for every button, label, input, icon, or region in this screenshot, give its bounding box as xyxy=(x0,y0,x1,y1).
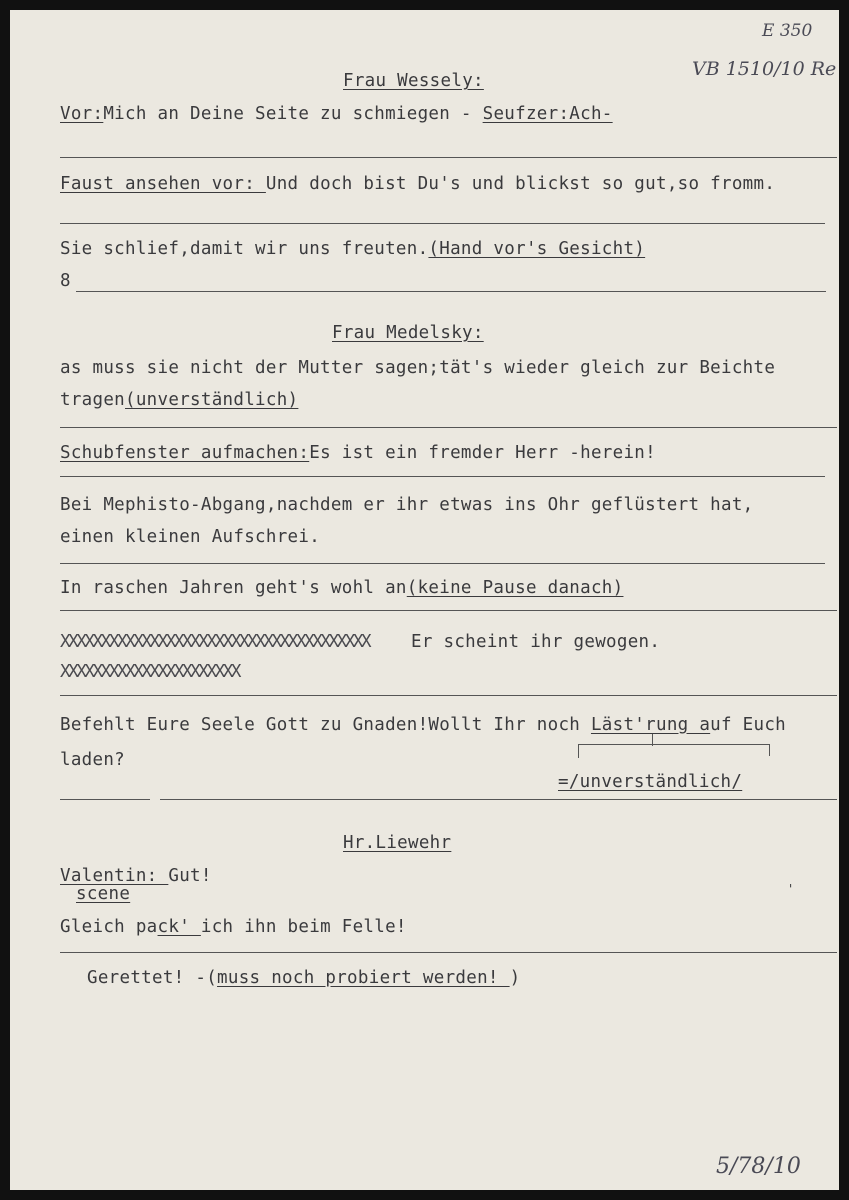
line-medelsky-7a xyxy=(60,715,786,735)
dialogue-text: Es ist ein fremder Herr -herein! xyxy=(309,443,656,463)
separator-line xyxy=(60,427,837,428)
separator-line xyxy=(160,799,837,800)
line-medelsky-3 xyxy=(60,443,656,463)
stage-note: muss noch probiert werden! xyxy=(217,968,510,988)
dialogue-text: Sie schlief,damit wir uns freuten. xyxy=(60,239,429,259)
bracket-line xyxy=(578,744,770,745)
separator-line xyxy=(60,157,837,158)
separator-line xyxy=(60,223,825,224)
stage-note: Seufzer:Ach- xyxy=(482,104,613,124)
separator-line xyxy=(60,799,150,800)
struck-out-text: XXXXXXXXXXXXXXXXXXXXXX xyxy=(60,662,239,682)
line-medelsky-1: as muss sie nicht der Mutter sagen;tät's wieder gleich zur Beichte xyxy=(60,358,776,378)
section-heading-medelsky: Frau Medelsky: xyxy=(332,323,484,343)
line-medelsky-2 xyxy=(60,390,298,410)
line-liewehr-1 xyxy=(60,866,212,886)
stage-note: (Hand vor's Gesicht) xyxy=(428,239,646,259)
stage-cue: Valentin: xyxy=(60,866,169,886)
underlined-word: ck' xyxy=(157,917,201,937)
stage-cue: Schubfenster aufmachen: xyxy=(60,443,310,463)
line-medelsky-5 xyxy=(60,578,623,598)
archive-code: E 350 xyxy=(762,21,813,41)
stray-mark: ' xyxy=(787,882,795,896)
separator-line xyxy=(60,610,837,611)
stage-cue-sub: scene xyxy=(76,884,131,904)
separator-line xyxy=(60,952,837,953)
line-wessely-3 xyxy=(60,239,645,259)
document-page xyxy=(10,10,839,1190)
separator-line xyxy=(76,291,826,292)
archive-signature: VB 1510/10 Re xyxy=(692,58,837,80)
dialogue-text: uf Euch xyxy=(710,715,787,735)
stage-note: (unverständlich) xyxy=(125,390,299,410)
line-medelsky-4a: Bei Mephisto-Abgang,nachdem er ihr etwas ins Ohr geflüstert hat, xyxy=(60,495,754,515)
dialogue-text: tragen xyxy=(60,390,126,410)
separator-line xyxy=(60,695,837,696)
separator-line xyxy=(60,476,825,477)
dialogue-text: ) xyxy=(509,968,521,988)
stage-cue: Faust ansehen vor: xyxy=(60,174,266,194)
section-heading-liewehr: Hr.Liewehr xyxy=(343,833,452,853)
dialogue-text: Und doch bist Du's und blickst so gut,so fromm. xyxy=(265,174,776,194)
line-medelsky-4b: einen kleinen Aufschrei. xyxy=(60,527,321,547)
bracket-tick xyxy=(578,744,579,758)
line-wessely-2 xyxy=(60,174,775,194)
dialogue-text: Befehlt Eure Seele Gott zu Gnaden!Wollt Ihr noch xyxy=(60,715,591,735)
line-liewehr-2 xyxy=(60,917,407,937)
dialogue-text: Mich an Deine Seite zu schmiegen - xyxy=(103,104,483,124)
page-number: 8 xyxy=(60,271,71,291)
separator-line xyxy=(60,563,825,564)
line-liewehr-3 xyxy=(87,968,520,988)
line-medelsky-7b: laden? xyxy=(60,750,126,770)
line-medelsky-6: Er scheint ihr gewogen. xyxy=(411,632,661,652)
stage-note: (keine Pause danach) xyxy=(406,578,624,598)
bracket-tick xyxy=(769,744,770,756)
section-heading-wessely: Frau Wessely: xyxy=(343,71,484,91)
stage-cue: Vor: xyxy=(60,104,104,124)
bracket-tick xyxy=(652,734,653,746)
dialogue-text: Gut! xyxy=(168,866,212,886)
struck-out-text: XXXXXXXXXXXXXXXXXXXXXXXXXXXXXXXXXXXXXX xyxy=(60,632,370,652)
dialogue-text: ich ihn beim Felle! xyxy=(200,917,407,937)
dialogue-text: Gleich pa xyxy=(60,917,158,937)
line-wessely-1 xyxy=(60,104,613,124)
underlined-word: Läst'rung a xyxy=(590,715,711,735)
stage-note: =/unverständlich/ xyxy=(558,772,743,792)
dialogue-text: Gerettet! -( xyxy=(87,968,218,988)
archive-page-number: 5/78/10 xyxy=(716,1154,801,1179)
dialogue-text: In raschen Jahren geht's wohl an xyxy=(60,578,407,598)
